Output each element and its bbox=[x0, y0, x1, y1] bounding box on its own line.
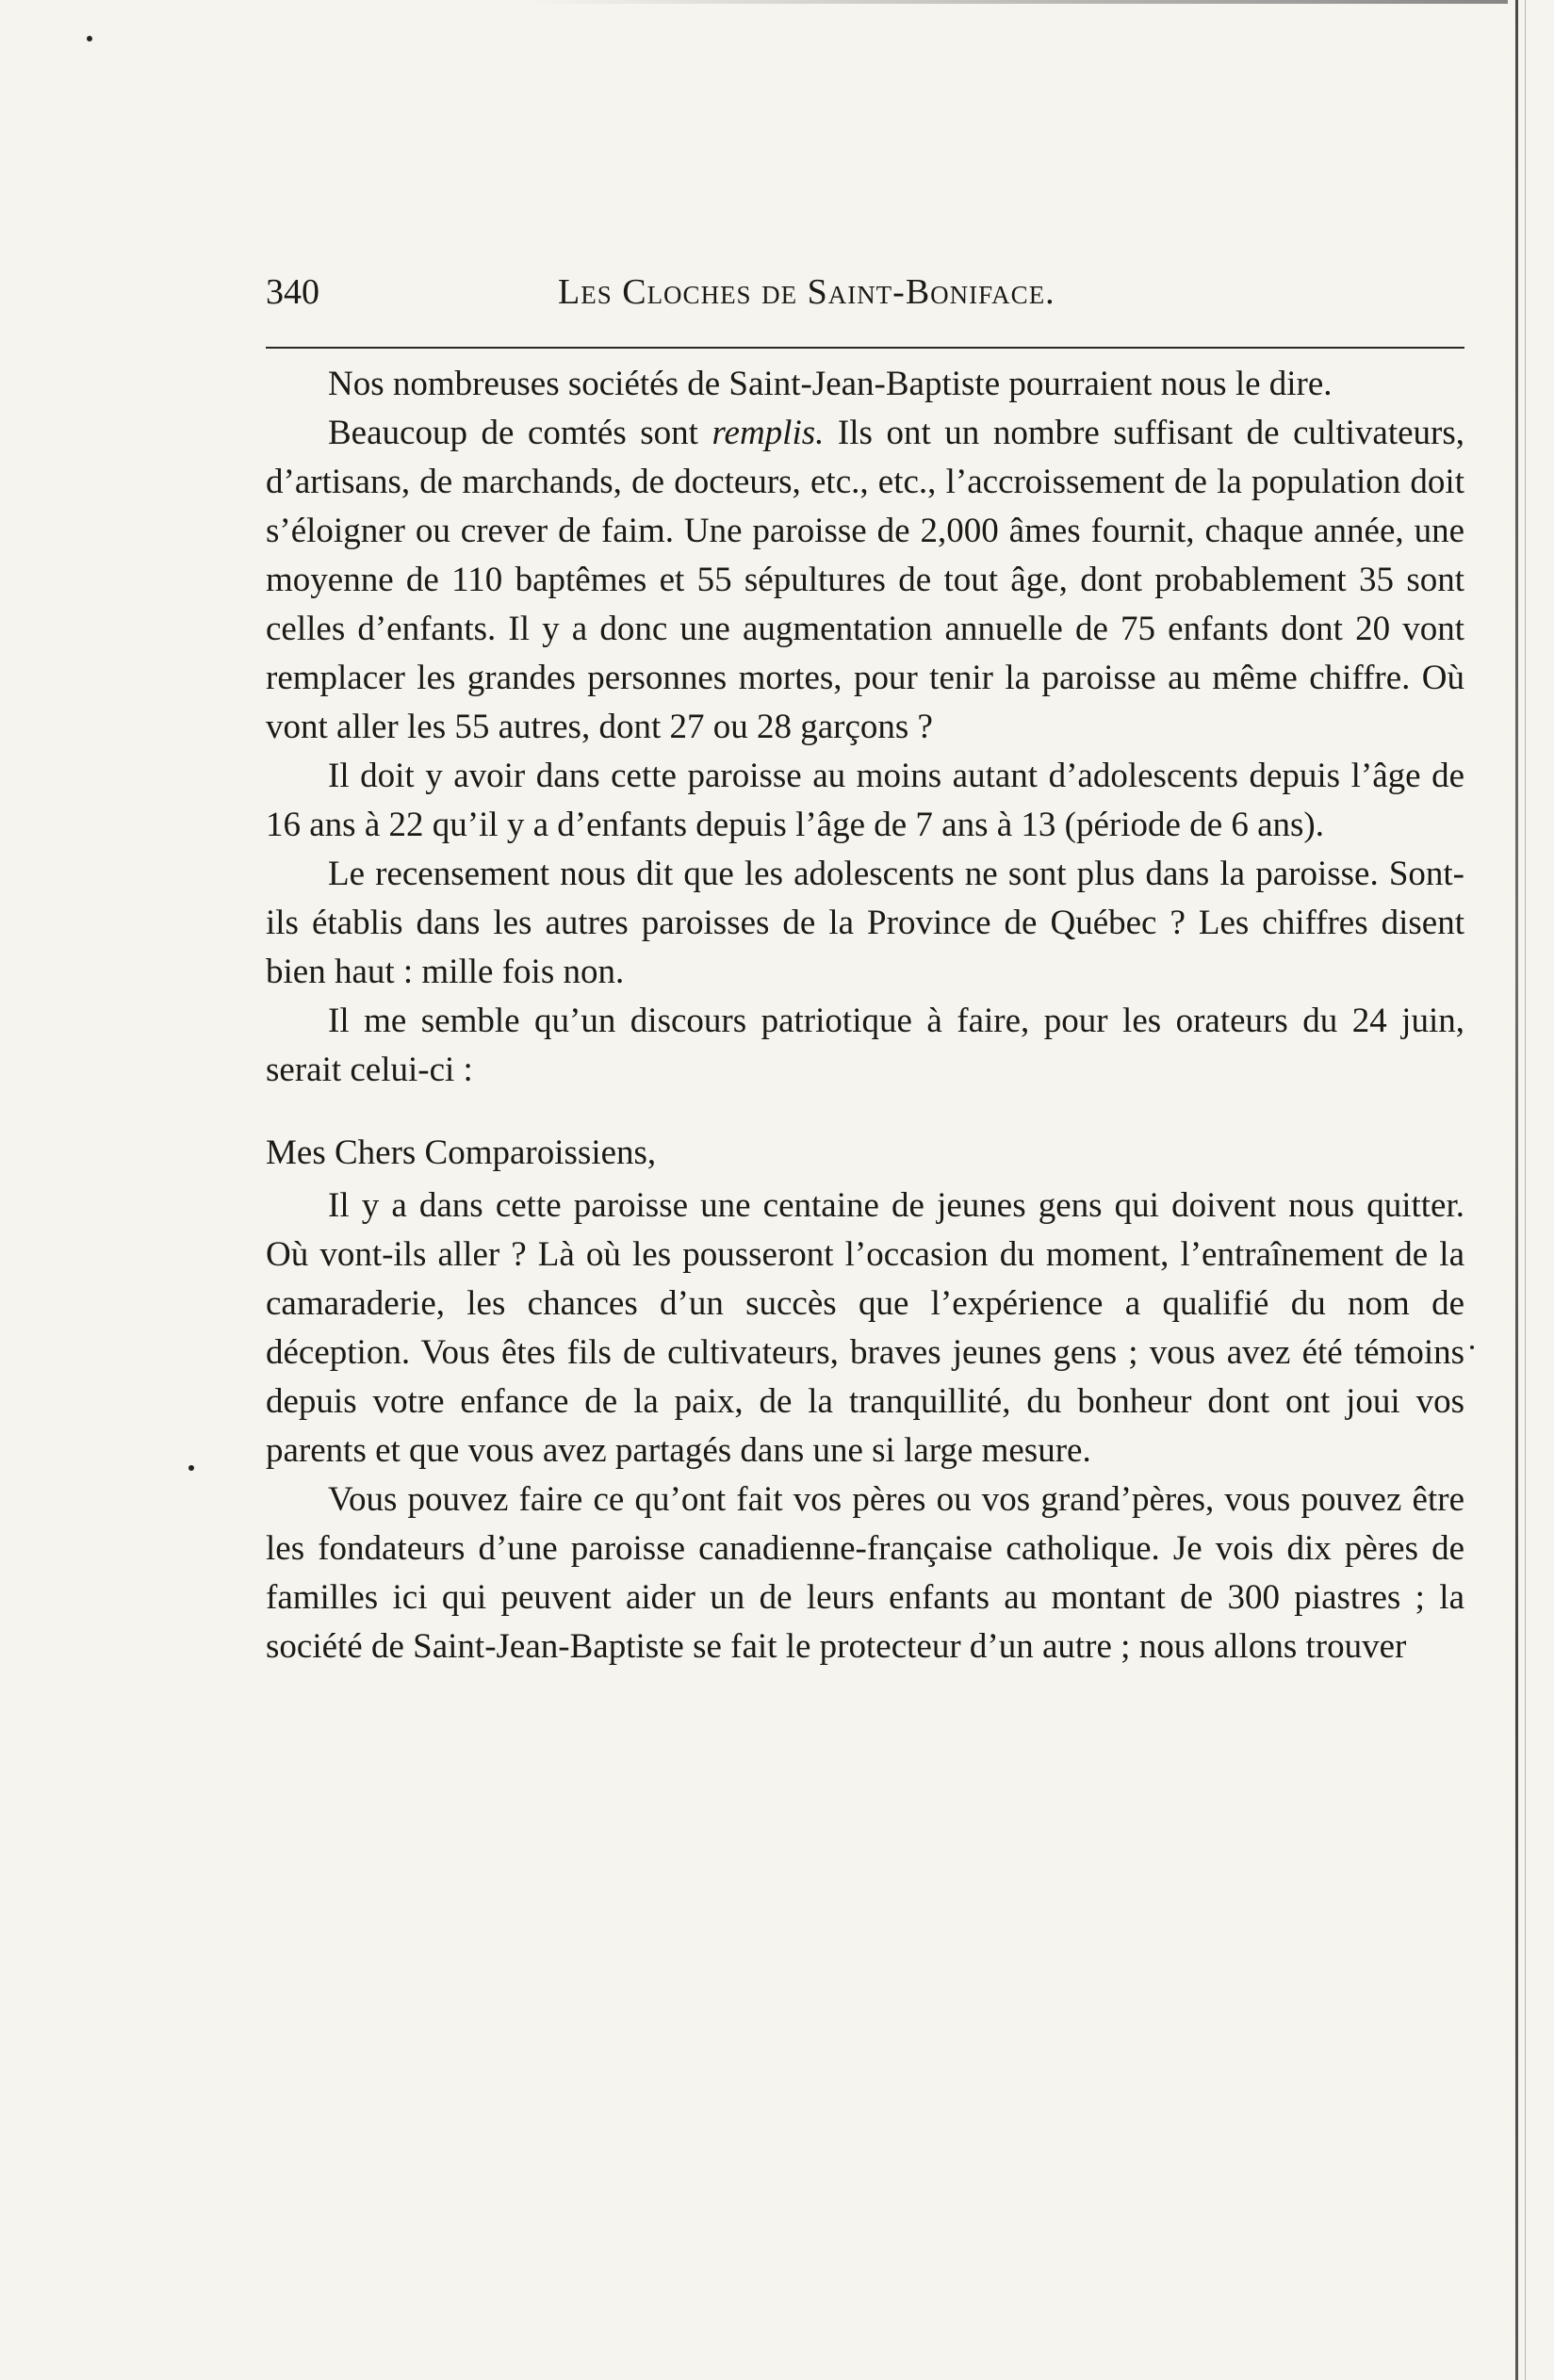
paragraph: Il doit y avoir dans cette paroisse au moins autant d’adolescents depuis l’âge de 16 ans à 22 qu’il y a d’enfants depuis l’âge de 7 ans à 13 (période de 6 ans). bbox=[266, 757, 1464, 844]
scan-speck bbox=[188, 1465, 194, 1471]
paragraph: Nos nombreuses sociétés de Saint-Jean-Baptiste pourraient nous le dire. bbox=[328, 365, 1333, 403]
paragraph: Il y a dans cette paroisse une centaine de jeunes gens qui doivent nous quitter. Où vont-ils aller ? Là où les pousseront l’occasion du moment, l’entraînement de la camaraderie, les chances d’un succès que l’expérience a qualifié du nom de déception. Vous êtes fils de cultivateurs, braves jeunes gens ; vous avez été témoins depuis votre enfance de la paix, de la tranquillité, du bonheur dont ont joui vos parents et que vous avez partagés dans une si large mesure. bbox=[266, 1186, 1464, 1470]
page-number: 340 bbox=[266, 272, 319, 312]
scan-speck bbox=[1470, 1345, 1474, 1349]
running-title: Les Cloches de Saint-Boniface. bbox=[558, 272, 1055, 312]
page-edge-line bbox=[1525, 0, 1526, 2380]
paragraph: Vous pouvez faire ce qu’ont fait vos pères ou vos grand’pères, vous pouvez être les fondateurs d’une paroisse canadienne-française catholique. Je vois dix pères de familles ici qui peuvent aider un de leurs enfants au montant de 300 piastres ; la société de Saint-Jean-Baptiste se fait le protecteur d’un autre ; nous allons trouver bbox=[266, 1480, 1464, 1666]
paragraph bbox=[266, 409, 1464, 752]
paragraph-text: Beaucoup de comtés sont bbox=[328, 414, 712, 452]
page-edge-shadow bbox=[1515, 0, 1518, 2380]
paragraph: Il me semble qu’un discours patriotique à faire, pour les orateurs du 24 juin, serait celui-ci : bbox=[266, 1002, 1464, 1089]
body-text bbox=[266, 360, 1464, 1671]
salutation: Mes Chers Comparoissiens, bbox=[266, 1133, 657, 1172]
header-rule bbox=[266, 347, 1464, 349]
paragraph-text: Ils ont un nombre suffisant de cultivateurs, d’artisans, de marchands, de docteurs, etc., etc., l’accroissement de la population doit s’éloigner ou crever de faim. Une paroisse de 2,000 âmes fournit, chaque année, une moyenne de 110 baptêmes et 55 sépultures de tout âge, dont probablement 35 sont celles d’enfants. Il y a donc une augmentation annuelle de 75 enfants dont 20 vont remplacer les grandes personnes mortes, pour tenir la paroisse au même chiffre. Où vont aller les 55 autres, dont 27 ou 28 garçons ? bbox=[266, 414, 1464, 746]
scan-artifact bbox=[528, 0, 1508, 4]
page-header bbox=[266, 264, 1464, 320]
italic-word: remplis. bbox=[712, 414, 825, 452]
scan-speck bbox=[87, 36, 92, 41]
paragraph: Le recensement nous dit que les adolescents ne sont plus dans la paroisse. Sont-ils établis dans les autres paroisses de la Province de Québec ? Les chiffres disent bien haut : mille fois non. bbox=[266, 855, 1464, 991]
